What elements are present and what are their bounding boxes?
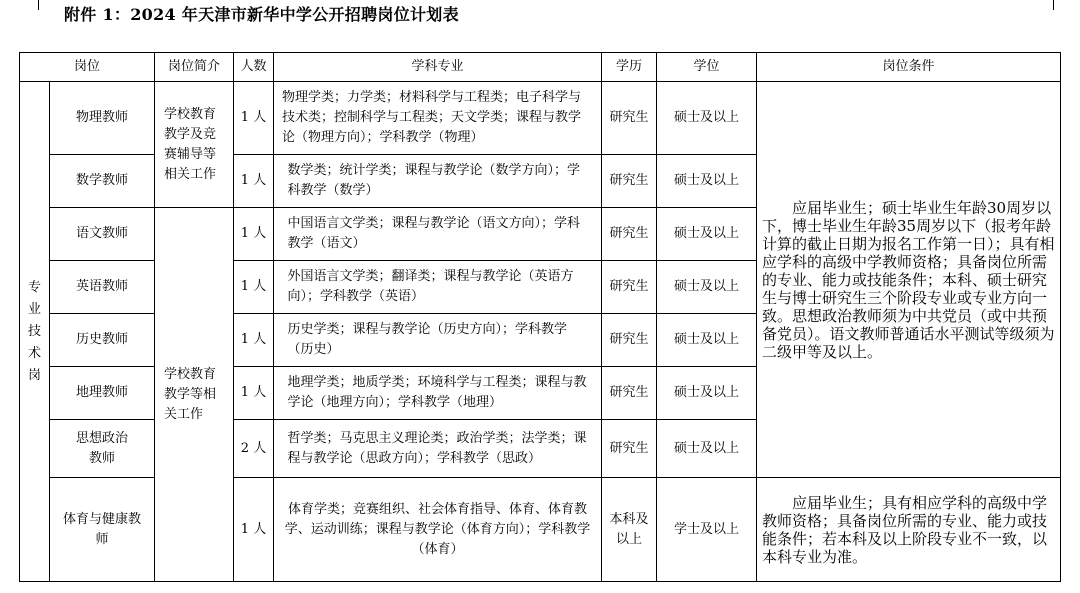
education-cell: 研究生	[602, 261, 657, 314]
major-cell: 历史学类；课程与教学论（历史方向）；学科教学（历史）	[274, 314, 602, 367]
degree-cell: 硕士及以上	[657, 208, 757, 261]
education-cell: 研究生	[602, 420, 657, 478]
education-cell: 本科及以上	[602, 478, 657, 582]
intro-cell: 学校教育教学及竞赛辅导等相关工作	[155, 82, 234, 208]
degree-cell: 硕士及以上	[657, 155, 757, 208]
table-row	[20, 82, 1061, 155]
crop-mark-left	[28, 0, 39, 10]
header-post: 岗位	[20, 53, 155, 82]
intro-cell: 学校教育教学等相关工作	[155, 208, 234, 582]
crop-mark-right	[1053, 0, 1064, 10]
count-cell: 1 人	[234, 261, 274, 314]
post-cell: 历史教师	[50, 314, 155, 367]
degree-cell: 硕士及以上	[657, 367, 757, 420]
major-cell: 体育学类；竞赛组织、社会体育指导、体育、体育教学、运动训练；课程与教学论（体育方向）；学科教学（体育）	[274, 478, 602, 582]
degree-cell: 硕士及以上	[657, 314, 757, 367]
post-cell: 体育与健康教师	[50, 478, 155, 582]
major-cell: 哲学类；马克思主义理论类；政治学类；法学类；课程与教学论（思政方向）；学科教学（思政）	[274, 420, 602, 478]
conditions-cell: 应届毕业生；硕士毕业生年龄30周岁以下，博士毕业生年龄35周岁以下（报考年龄计算的截止日期为报名工作第一日）；具有相应学科的高级中学教师资格；具备岗位所需的专业、能力或技能条件；本科、硕士研究生与博士研究生三个阶段专业或专业方向一致。思想政治教师须为中共党员（或中共预备党员）。语文教师普通话水平测试等级须为二级甲等及以上。	[757, 82, 1061, 478]
post-cell: 英语教师	[50, 261, 155, 314]
education-cell: 研究生	[602, 367, 657, 420]
major-cell: 中国语言文学类；课程与教学论（语文方向）；学科教学（语文）	[274, 208, 602, 261]
count-cell: 1 人	[234, 478, 274, 582]
count-cell: 1 人	[234, 314, 274, 367]
degree-cell: 学士及以上	[657, 478, 757, 582]
header-degree: 学位	[657, 53, 757, 82]
header-education: 学历	[602, 53, 657, 82]
post-cell: 数学教师	[50, 155, 155, 208]
header-major: 学科专业	[274, 53, 602, 82]
count-cell: 1 人	[234, 155, 274, 208]
major-cell: 外国语言文学类；翻译类；课程与教学论（英语方向）；学科教学（英语）	[274, 261, 602, 314]
degree-cell: 硕士及以上	[657, 82, 757, 155]
education-cell: 研究生	[602, 82, 657, 155]
post-cell: 语文教师	[50, 208, 155, 261]
degree-cell: 硕士及以上	[657, 261, 757, 314]
header-intro: 岗位简介	[155, 53, 234, 82]
recruitment-table	[19, 52, 1061, 582]
document-title: 附件 1：2024 年天津市新华中学公开招聘岗位计划表	[64, 5, 459, 24]
degree-cell: 硕士及以上	[657, 420, 757, 478]
education-cell: 研究生	[602, 208, 657, 261]
header-count: 人数	[234, 53, 274, 82]
count-cell: 1 人	[234, 208, 274, 261]
count-cell: 1 人	[234, 82, 274, 155]
post-cell: 物理教师	[50, 82, 155, 155]
conditions-cell: 应届毕业生；具有相应学科的高级中学教师资格；具备岗位所需的专业、能力或技能条件；若本科及以上阶段专业不一致，以本科专业为准。	[757, 478, 1061, 582]
education-cell: 研究生	[602, 314, 657, 367]
major-cell: 数学类；统计学类；课程与教学论（数学方向）；学科教学（数学）	[274, 155, 602, 208]
header-conditions: 岗位条件	[757, 53, 1061, 82]
post-cell: 地理教师	[50, 367, 155, 420]
major-cell: 物理学类；力学类；材料科学与工程类；电子科学与技术类；控制科学与工程类；天文学类；课程与教学论（物理方向）；学科教学（物理）	[274, 82, 602, 155]
count-cell: 2 人	[234, 420, 274, 478]
major-cell: 地理学类；地质学类；环境科学与工程类；课程与教学论（地理方向）；学科教学（地理）	[274, 367, 602, 420]
post-cell: 思想政治教师	[50, 420, 155, 478]
header-row	[20, 53, 1061, 82]
category-cell: 专业技术岗	[20, 82, 50, 582]
education-cell: 研究生	[602, 155, 657, 208]
count-cell: 1 人	[234, 367, 274, 420]
